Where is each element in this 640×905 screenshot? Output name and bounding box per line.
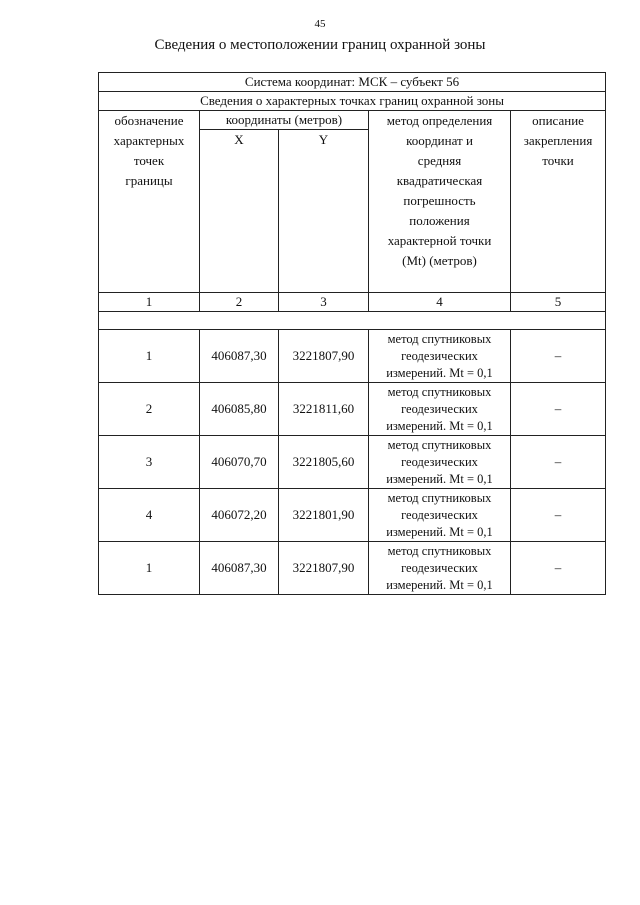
header-description: [511, 111, 606, 293]
description-cell: –: [511, 542, 606, 595]
point-cell: 4: [99, 489, 200, 542]
header-method-line: средняя: [417, 153, 462, 168]
method-cell: [369, 489, 511, 542]
column-number: 2: [200, 293, 279, 312]
header-point-name-line: обозначение: [114, 113, 184, 128]
point-cell: 1: [99, 330, 200, 383]
description-cell: –: [511, 383, 606, 436]
method-line: метод спутниковых: [387, 543, 492, 558]
method-line: метод спутниковых: [387, 490, 492, 505]
method-line: метод спутниковых: [387, 437, 492, 452]
method-line: геодезических: [401, 560, 478, 575]
header-point-name-line: характерных: [113, 133, 185, 148]
y-cell: 3221801,90: [279, 489, 369, 542]
method-cell: [369, 330, 511, 383]
header-method-line: метод определения: [386, 113, 493, 128]
blank-cell: [99, 312, 606, 330]
point-cell: 2: [99, 383, 200, 436]
section-title-row: [99, 92, 606, 111]
table-row: [99, 330, 606, 383]
header-y: Y: [279, 130, 369, 293]
method-line: измерений. Mt = 0,1: [386, 471, 493, 486]
point-cell: 1: [99, 542, 200, 595]
method-line: геодезических: [401, 507, 478, 522]
header-x: X: [200, 130, 279, 293]
header-description-line: точки: [542, 153, 574, 168]
boundary-points-table: [98, 72, 606, 595]
header-method-line: погрешность: [403, 193, 476, 208]
header-method-line: характерной точки: [387, 233, 492, 248]
description-cell: –: [511, 330, 606, 383]
header-method-line: квадратическая: [396, 173, 483, 188]
x-cell: 406072,20: [200, 489, 279, 542]
header-point-name: [99, 111, 200, 293]
description-cell: –: [511, 489, 606, 542]
y-cell: 3221811,60: [279, 383, 369, 436]
x-cell: 406085,80: [200, 383, 279, 436]
coord-system-label: Система координат: МСК – субъект 56: [99, 73, 606, 92]
coord-system-row: [99, 73, 606, 92]
page-title: Сведения о местоположении границ охранной зоны: [154, 37, 486, 53]
method-line: метод спутниковых: [387, 384, 492, 399]
y-cell: 3221805,60: [279, 436, 369, 489]
method-line: геодезических: [401, 348, 478, 363]
column-numbers-row: [99, 293, 606, 312]
method-line: измерений. Mt = 0,1: [386, 365, 493, 380]
header-method-line: координат и: [406, 133, 473, 148]
header-method-line: положения: [409, 213, 470, 228]
header-coordinates: координаты (метров): [200, 111, 369, 130]
page-number: 45: [314, 18, 326, 30]
point-cell: 3: [99, 436, 200, 489]
x-cell: 406087,30: [200, 542, 279, 595]
column-number: 5: [511, 293, 606, 312]
y-cell: 3221807,90: [279, 542, 369, 595]
header-method-line: (Mt) (метров): [402, 253, 477, 268]
method-cell: [369, 542, 511, 595]
header-description-line: закрепления: [523, 133, 593, 148]
y-cell: 3221807,90: [279, 330, 369, 383]
table-row: [99, 542, 606, 595]
method-line: метод спутниковых: [387, 331, 492, 346]
section-title: Сведения о характерных точках границ охранной зоны: [99, 92, 606, 111]
method-line: геодезических: [401, 454, 478, 469]
column-number: 1: [99, 293, 200, 312]
method-cell: [369, 436, 511, 489]
description-cell: –: [511, 436, 606, 489]
table-row: [99, 489, 606, 542]
blank-row: [99, 312, 606, 330]
x-cell: 406070,70: [200, 436, 279, 489]
header-description-line: описание: [532, 113, 584, 128]
table-row: [99, 383, 606, 436]
header-method: [369, 111, 511, 293]
header-point-name-line: границы: [125, 173, 173, 188]
method-line: измерений. Mt = 0,1: [386, 577, 493, 592]
header-row-1: [99, 111, 606, 130]
header-point-name-line: точек: [133, 153, 165, 168]
method-cell: [369, 383, 511, 436]
column-number: 3: [279, 293, 369, 312]
column-number: 4: [369, 293, 511, 312]
table-row: [99, 436, 606, 489]
method-line: измерений. Mt = 0,1: [386, 524, 493, 539]
method-line: измерений. Mt = 0,1: [386, 418, 493, 433]
x-cell: 406087,30: [200, 330, 279, 383]
method-line: геодезических: [401, 401, 478, 416]
